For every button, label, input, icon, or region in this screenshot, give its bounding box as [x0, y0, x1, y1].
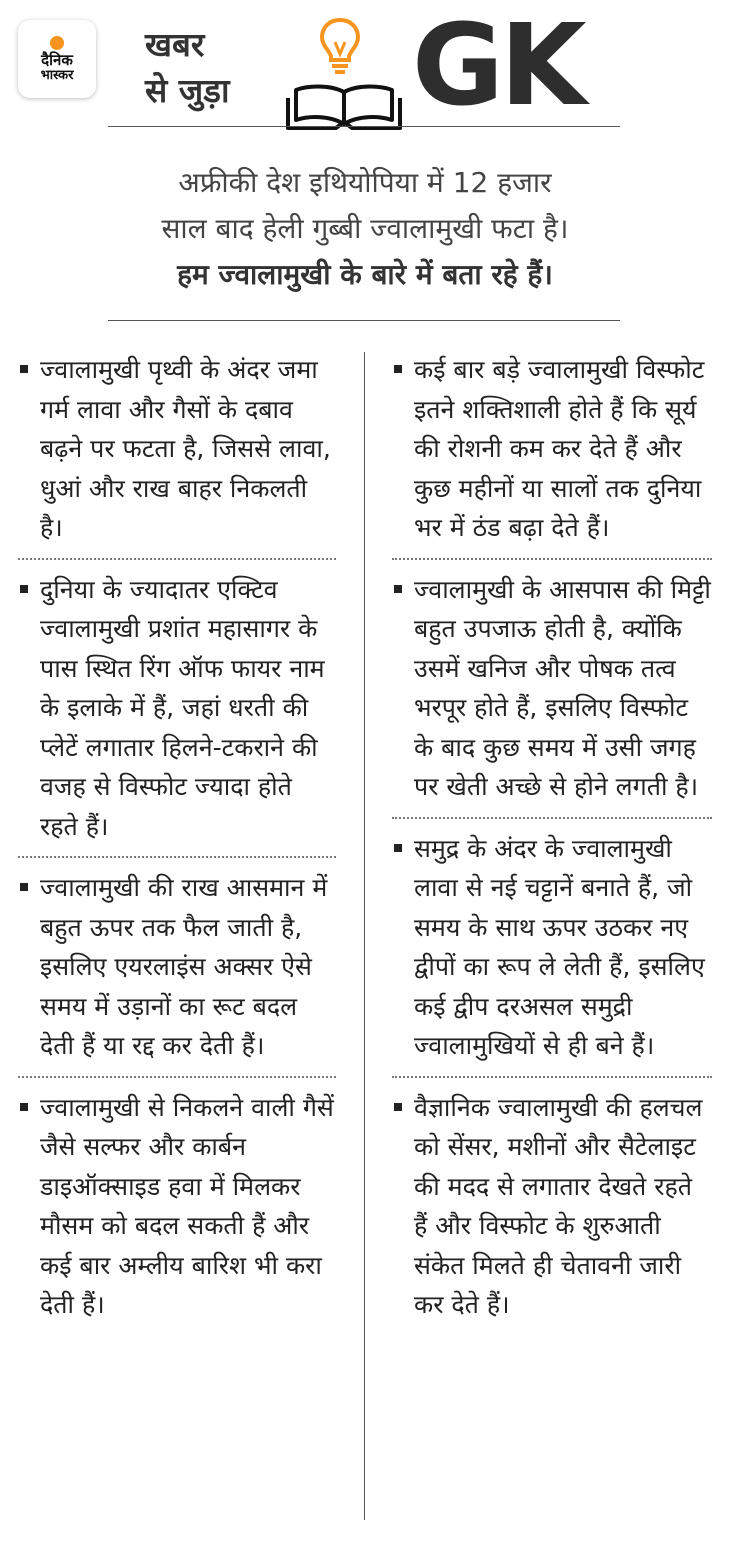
fact-text: ज्वालामुखी के आसपास की मिट्टी बहुत उपजाऊ होती है, क्योंकि उसमें खनिज और पोषक तत्व भरपूर होते हैं, इसलिए विस्फोट के बाद कुछ समय में उसी जगह पर खेती अच्छे से होने लगती है।: [414, 574, 711, 801]
dotted-separator: [18, 1076, 336, 1078]
fact-item: [392, 350, 712, 548]
dotted-separator: [392, 558, 712, 560]
fact-item: [392, 570, 712, 807]
bullet-square-icon: [394, 844, 402, 852]
intro-line1: अफ्रीकी देश इथियोपिया में 12 हजार: [178, 166, 552, 199]
fact-text: समुद्र के अंदर के ज्वालामुखी लावा से नई चट्टानें बनाते हैं, जो समय के साथ ऊपर उठकर नए द्वीपों का रूप ले लेती हैं, इसलिए कई द्वीप दरअसल समुद्री ज्वालामुखियों से ही बने हैं।: [414, 833, 705, 1060]
fact-item: [18, 350, 336, 548]
logo-line1: दैनिक: [41, 50, 73, 69]
dotted-separator: [18, 558, 336, 560]
left-facts-column: [18, 350, 336, 1325]
fact-item: [392, 1088, 712, 1325]
gk-title: GK: [412, 1, 583, 131]
fact-item: [18, 1088, 336, 1325]
bullet-square-icon: [20, 1103, 28, 1111]
fact-item: [18, 868, 336, 1066]
bullet-square-icon: [394, 365, 402, 373]
intro-divider: [108, 320, 620, 321]
intro-line2: साल बाद हेली गुब्बी ज्वालामुखी फटा है।: [161, 212, 569, 245]
fact-text: कई बार बड़े ज्वालामुखी विस्फोट इतने शक्तिशाली होते हैं कि सूर्य की रोशनी कम कर देते हैं और कुछ महीनों या सालों तक दुनिया भर में ठंड बढ़ा देते हैं।: [414, 355, 705, 542]
intro-text: [40, 160, 690, 298]
bullet-square-icon: [20, 883, 28, 891]
logo-line2: भास्कर: [40, 67, 74, 83]
fact-text: ज्वालामुखी पृथ्वी के अंदर जमा गर्म लावा और गैसों के दबाव बढ़ने पर फटता है, जिससे लावा, धुआं और राख बाहर निकलती है।: [40, 355, 331, 542]
right-facts-column: [392, 350, 712, 1325]
header-line1: खबर: [145, 25, 205, 64]
column-divider: [364, 352, 365, 1520]
fact-text: दुनिया के ज्यादातर एक्टिव ज्वालामुखी प्रशांत महासागर के पास स्थित रिंग ऑफ फायर नाम के इलाके में हैं, जहां धरती की प्लेटें लगातार हिलने-टकराने की वजह से विस्फोट ज्यादा होते रहते हैं।: [40, 574, 325, 841]
fact-item: [392, 829, 712, 1066]
logo-sun-dot: [50, 36, 64, 50]
fact-item: [18, 570, 336, 847]
bullet-square-icon: [20, 365, 28, 373]
dotted-separator: [392, 817, 712, 819]
open-book-icon: [284, 82, 404, 132]
fact-text: ज्वालामुखी से निकलने वाली गैसें जैसे सल्फर और कार्बन डाइऑक्साइड हवा में मिलकर मौसम को बदल सकती हैं और कई बार अम्लीय बारिश भी करा देती हैं।: [40, 1092, 334, 1319]
bullet-square-icon: [20, 585, 28, 593]
header-title: [145, 22, 275, 114]
bullet-square-icon: [394, 1103, 402, 1111]
intro-line3: हम ज्वालामुखी के बारे में बता रहे हैं।: [177, 258, 553, 291]
dotted-separator: [18, 856, 336, 858]
lightbulb-icon: [318, 16, 362, 78]
dotted-separator: [392, 1076, 712, 1078]
top-divider: [108, 126, 620, 127]
dainik-bhaskar-logo: [18, 20, 96, 98]
fact-text: ज्वालामुखी की राख आसमान में बहुत ऊपर तक फैल जाती है, इसलिए एयरलाइंस अक्सर ऐसे समय में उड़ानों का रूट बदल देती हैं या रद्द कर देती हैं।: [40, 873, 328, 1060]
header-line2: से जुड़ा: [145, 71, 230, 110]
fact-text: वैज्ञानिक ज्वालामुखी की हलचल को सेंसर, मशीनों और सैटेलाइट की मदद से लगातार देखते रहते हैं और विस्फोट के शुरुआती संकेत मिलते ही चेतावनी जारी कर देते हैं।: [414, 1092, 703, 1319]
bullet-square-icon: [394, 585, 402, 593]
